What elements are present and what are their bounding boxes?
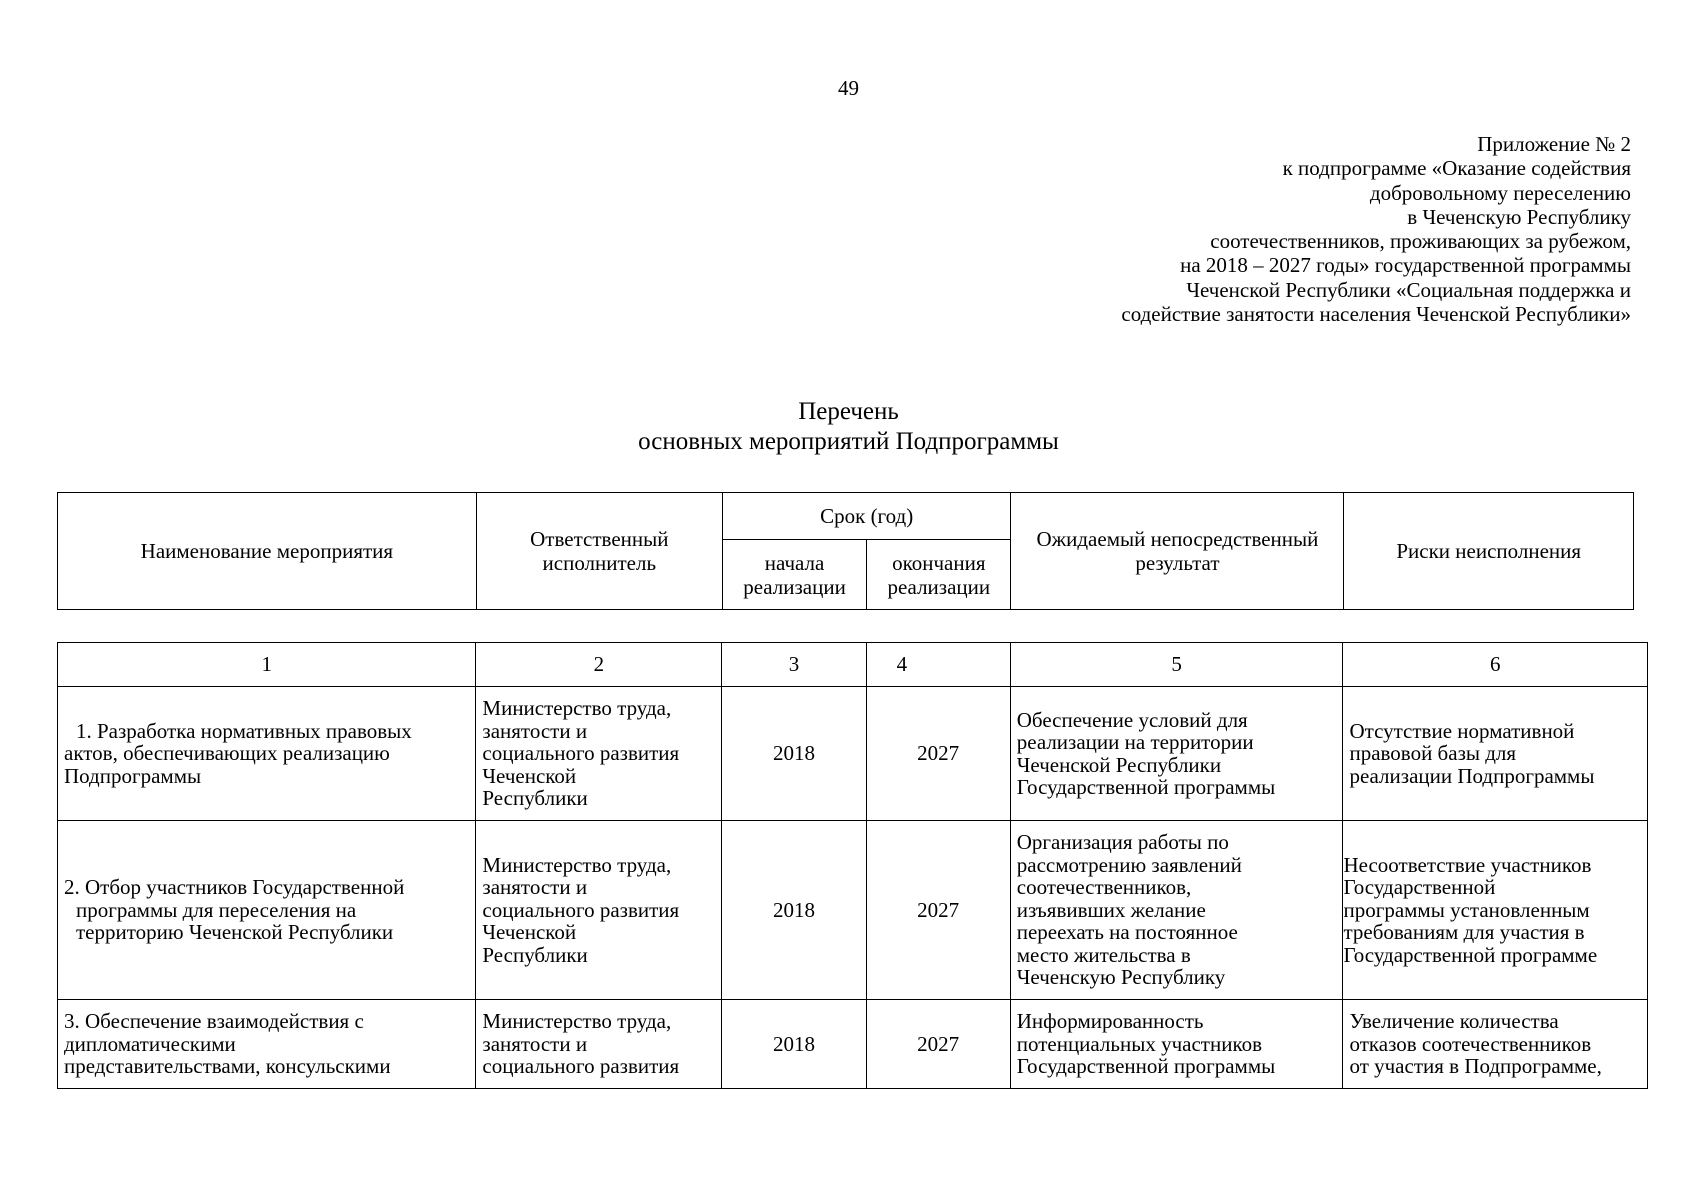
title-line-2: основных мероприятий Подпрограммы xyxy=(638,428,1059,455)
column-number-row xyxy=(58,643,1648,687)
activities-table xyxy=(57,642,1648,1089)
appendix-line: Чеченской Республики «Социальная поддержка и xyxy=(1186,277,1631,302)
end-year: 2027 xyxy=(866,687,1010,821)
end-year: 2027 xyxy=(866,821,1010,1000)
header-risks: Риски неисполнения xyxy=(1344,493,1634,610)
end-year: 2027 xyxy=(866,1000,1010,1089)
start-year: 2018 xyxy=(722,1000,866,1089)
risks: Увеличение количества отказов соотечественников от участия в Подпрограмме, xyxy=(1343,1000,1648,1089)
appendix-line: содействие занятости населения Чеченской Республики» xyxy=(1121,302,1631,327)
activity-name: 1. Разработка нормативных правовых актов, обеспечивающих реализацию Подпрограммы xyxy=(58,687,476,821)
expected-result: Обеспечение условий для реализации на территории Чеченской Республики Государственной программы xyxy=(1010,687,1343,821)
start-year: 2018 xyxy=(722,687,866,821)
appendix-line: в Чеченскую Республику xyxy=(1407,204,1631,229)
column-number: 6 xyxy=(1343,643,1648,687)
appendix-caption xyxy=(1121,132,1631,326)
header-result: Ожидаемый непосредственный результат xyxy=(1011,493,1344,610)
header-table xyxy=(57,492,1634,610)
activity-name: 3. Обеспечение взаимодействия с дипломатическими представительствами, консульскими xyxy=(58,1000,476,1089)
header-term: Срок (год) xyxy=(722,493,1011,540)
table-row xyxy=(58,821,1648,1000)
column-number: 1 xyxy=(58,643,476,687)
appendix-line: на 2018 – 2027 годы» государственной программы xyxy=(1180,253,1631,278)
column-number: 4 xyxy=(866,643,1010,687)
header-responsible: Ответственный исполнитель xyxy=(476,493,722,610)
page-number: 49 xyxy=(838,76,859,100)
responsible-executor: Министерство труда, занятости и социального развития Чеченской Республики xyxy=(476,687,722,821)
document-title xyxy=(0,397,1697,457)
responsible-executor: Министерство труда, занятости и социального развития Чеченской Республики xyxy=(476,821,722,1000)
header-start: начала реализации xyxy=(722,540,866,610)
appendix-line: Приложение № 2 xyxy=(1477,132,1631,156)
column-number: 2 xyxy=(476,643,722,687)
title-line-1: Перечень xyxy=(798,398,899,425)
appendix-line: добровольному переселению xyxy=(1369,180,1631,205)
header-end: окончания реализации xyxy=(867,540,1011,610)
column-number: 5 xyxy=(1010,643,1343,687)
column-number: 3 xyxy=(722,643,866,687)
expected-result: Информированность потенциальных участников Государственной программы xyxy=(1010,1000,1343,1089)
start-year: 2018 xyxy=(722,821,866,1000)
table-row xyxy=(58,1000,1648,1089)
activity-name: 2. Отбор участников Государственной программы для переселения на территорию Чеченской Республики xyxy=(58,821,476,1000)
risks: Отсутствие нормативной правовой базы для реализации Подпрограммы xyxy=(1343,687,1648,821)
risks: Несоответствие участников Государственной программы установленным требованиям для участия в Государственной программе xyxy=(1343,821,1648,1000)
appendix-line: соотечественников, проживающих за рубежом, xyxy=(1210,229,1631,254)
expected-result: Организация работы по рассмотрению заявлений соотечественников, изъявивших желание переехать на постоянное место жительства в Чеченскую Республику xyxy=(1010,821,1343,1000)
responsible-executor: Министерство труда, занятости и социального развития xyxy=(476,1000,722,1089)
appendix-line: к подпрограмме «Оказание содействия xyxy=(1282,156,1631,181)
header-name: Наименование мероприятия xyxy=(58,493,477,610)
table-row xyxy=(58,687,1648,821)
